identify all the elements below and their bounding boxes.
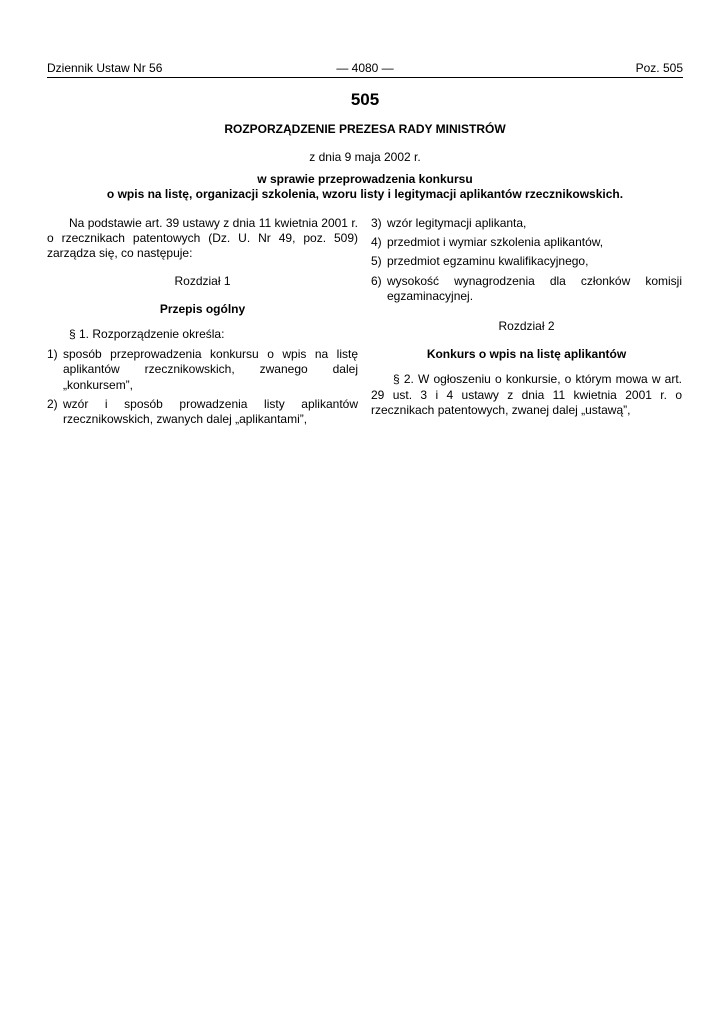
list-item [371, 235, 682, 250]
list-item-text: przedmiot i wymiar szkolenia aplikantów, [387, 235, 604, 250]
list-item-number: 5) [371, 254, 382, 269]
section-1: § 1. Rozporządzenie określa: [69, 327, 225, 342]
list-item-text: przedmiot egzaminu kwalifikacyjnego, [387, 254, 589, 269]
list-item [371, 216, 682, 231]
intro-paragraph: Na podstawie art. 39 ustawy z dnia 11 kwietnia 2001 r. o rzecznikach patentowych (Dz. U. Nr 49, poz. 509) zarządza się, co następuje: [47, 216, 358, 261]
list-item-text: sposób przeprowadzenia konkursu o wpis na listę aplikantów rzecznikowskich, zwanego dalej „konkursem”, [63, 347, 358, 392]
list-item [47, 397, 358, 427]
document-title: ROZPORZĄDZENIE PREZESA RADY MINISTRÓW [224, 122, 506, 136]
list-item-number: 3) [371, 216, 382, 230]
chapter-2-title: Konkurs o wpis na listę aplikantów [426, 347, 627, 362]
page-number: — 4080 — [336, 61, 394, 75]
subject-line-1: w sprawie przeprowadzenia konkursu [257, 172, 473, 186]
position-number: Poz. 505 [635, 61, 683, 75]
list-item [47, 347, 358, 393]
right-column [371, 216, 682, 423]
list-item-text: wzór i sposób prowadzenia listy aplikantów rzecznikowskich, zwanych dalej „aplikantami”, [63, 396, 358, 427]
list-item-number: 2) [47, 396, 58, 411]
list-item [371, 274, 682, 304]
document-number: 505 [350, 90, 380, 109]
list-item [371, 254, 682, 269]
list-item-text: wzór legitymacji aplikanta, [387, 216, 527, 230]
document-subject [47, 172, 683, 202]
header-divider [47, 77, 683, 78]
journal-name: Dziennik Ustaw Nr 56 [47, 61, 163, 75]
list-item-number: 6) [371, 273, 382, 288]
document-date: z dnia 9 maja 2002 r. [309, 150, 421, 164]
left-column [47, 216, 358, 431]
chapter-2-heading: Rozdział 2 [498, 319, 555, 334]
section-2: § 2. W ogłoszeniu o konkursie, o którym mowa w art. 29 ust. 3 i 4 ustawy z dnia 11 kwietnia 2001 r. o rzecznikach patentowych, zwanej dalej „ustawą”, [371, 372, 682, 417]
page-header [47, 60, 683, 76]
list-item-text: wysokość wynagrodzenia dla członków komisji egzaminacyjnej. [387, 273, 682, 303]
chapter-1-heading: Rozdział 1 [174, 273, 231, 288]
list-item-number: 1) [47, 347, 58, 362]
list-item-number: 4) [371, 235, 382, 250]
chapter-1-title: Przepis ogólny [159, 301, 246, 316]
subject-line-2: o wpis na listę, organizacji szkolenia, wzoru listy i legitymacji aplikantów rzecznikowskich. [106, 187, 624, 201]
